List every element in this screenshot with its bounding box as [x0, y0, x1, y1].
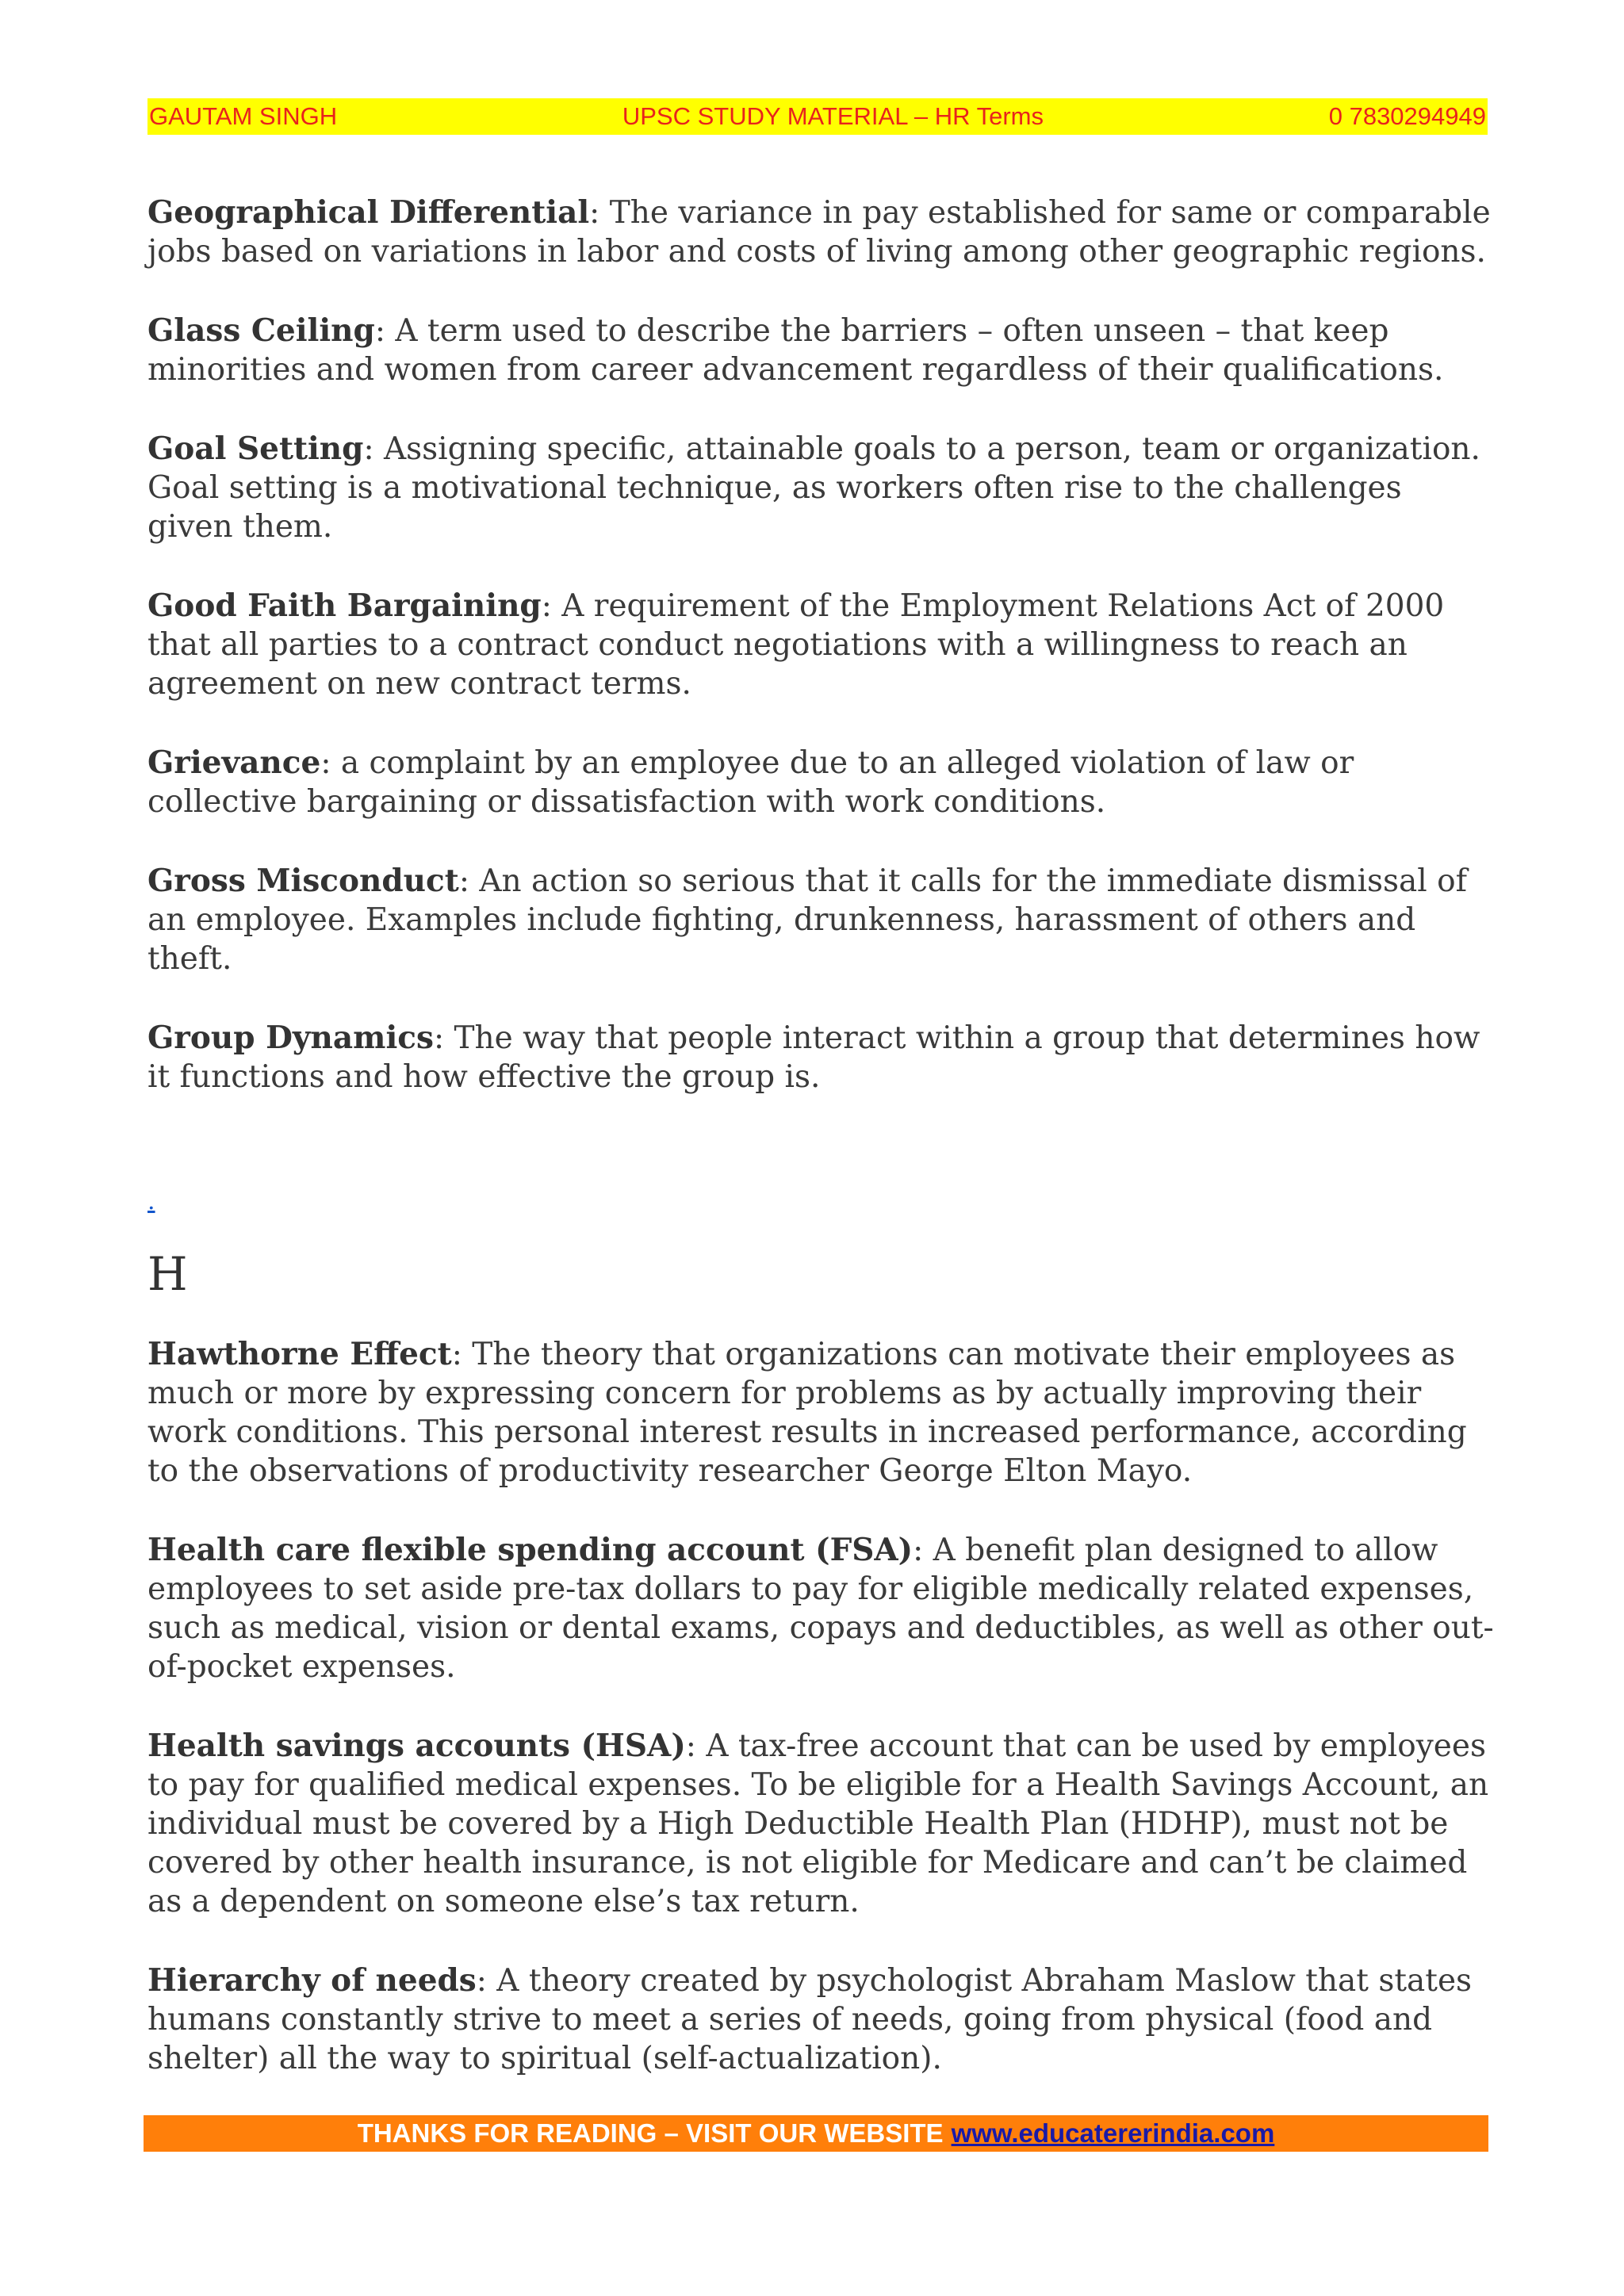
term-name: Gross Misconduct — [147, 863, 459, 899]
term-definition: : A theory created by psychologist Abraham Maslow that states humans constantly strive to meet a series of needs, going from physical (food and shelter) all the way to spiritual (self-actualization). — [147, 1963, 1473, 2076]
term-definition: : The theory that organizations can motivate their employees as much or more by expressing concern for problems as by actually improving their work conditions. This personal interest results in increased performance, according to the observations of productivity researcher George Elton Mayo. — [147, 1337, 1467, 1489]
term-definition: : a complaint by an employee due to an alleged violation of law or collective bargaining or dissatisfaction with work conditions. — [147, 745, 1354, 820]
dot-link[interactable]: . — [147, 1188, 155, 1215]
term-entry — [147, 312, 1496, 389]
term-definition: : A benefit plan designed to allow employees to set aside pre-tax dollars to pay for eligible medically related expenses, such as medical, vision or dental exams, copays and deductibles, as well as other out-of-pocket expenses. — [147, 1533, 1494, 1685]
term-definition: : The way that people interact within a group that determines how it functions and how effective the group is. — [147, 1020, 1480, 1095]
term-entry — [147, 430, 1496, 546]
term-entry — [147, 1531, 1496, 1686]
header-author: GAUTAM SINGH — [149, 102, 338, 130]
term-entry — [147, 1727, 1496, 1921]
term-name: Goal Setting — [147, 430, 364, 467]
header-phone: 0 7830294949 — [1328, 102, 1486, 130]
term-entry — [147, 1335, 1496, 1490]
term-entry — [147, 193, 1496, 271]
g-terms-section — [147, 193, 1496, 1137]
term-name: Hierarchy of needs — [147, 1962, 477, 1999]
term-entry — [147, 1019, 1496, 1096]
term-entry — [147, 862, 1496, 978]
header-title: UPSC STUDY MATERIAL – HR Terms — [622, 102, 1044, 130]
term-definition: : A tax-free account that can be used by employees to pay for qualified medical expenses. To be eligible for a Health Savings Account, an individual must be covered by a High Deductible Health Plan (HDHP), must not be covered by other health insurance, is not eligible for Medicare and can’t be claimed as a dependent on someone else’s tax return. — [147, 1728, 1489, 1919]
term-definition: : The variance in pay established for same or comparable jobs based on variations in labor and costs of living among other geographic regions. — [147, 195, 1491, 270]
term-name: Geographical Differential — [147, 194, 590, 231]
term-name: Health savings accounts (HSA) — [147, 1728, 686, 1764]
term-name: Hawthorne Effect — [147, 1336, 452, 1372]
section-heading: H — [147, 1247, 188, 1301]
term-definition: : A requirement of the Employment Relations Act of 2000 that all parties to a contract conduct negotiations with a willingness to reach an agreement on new contract terms. — [147, 588, 1445, 702]
page-header — [147, 98, 1488, 135]
website-link[interactable]: www.educatererindia.com — [951, 2118, 1275, 2148]
term-name: Good Faith Bargaining — [147, 587, 542, 624]
term-name: Grievance — [147, 744, 321, 781]
term-definition: : Assigning specific, attainable goals to a person, team or organization. Goal setting is a motivational technique, as workers often rise to the challenges given them. — [147, 431, 1480, 545]
footer-text: THANKS FOR READING – VISIT OUR WEBSITE — [357, 2118, 944, 2148]
term-definition: : A term used to describe the barriers – often unseen – that keep minorities and women from career advancement regardless of their qualifications. — [147, 313, 1444, 388]
term-entry — [147, 744, 1496, 821]
term-definition: : An action so serious that it calls for the immediate dismissal of an employee. Examples include fighting, drunkenness, harassment of others and theft. — [147, 863, 1468, 977]
term-entry — [147, 1961, 1496, 2078]
term-name: Glass Ceiling — [147, 312, 375, 349]
h-terms-section — [147, 1335, 1496, 2118]
term-name: Health care flexible spending account (FSA) — [147, 1532, 914, 1568]
term-name: Group Dynamics — [147, 1020, 434, 1056]
term-entry — [147, 587, 1496, 703]
page-footer — [144, 2115, 1488, 2152]
